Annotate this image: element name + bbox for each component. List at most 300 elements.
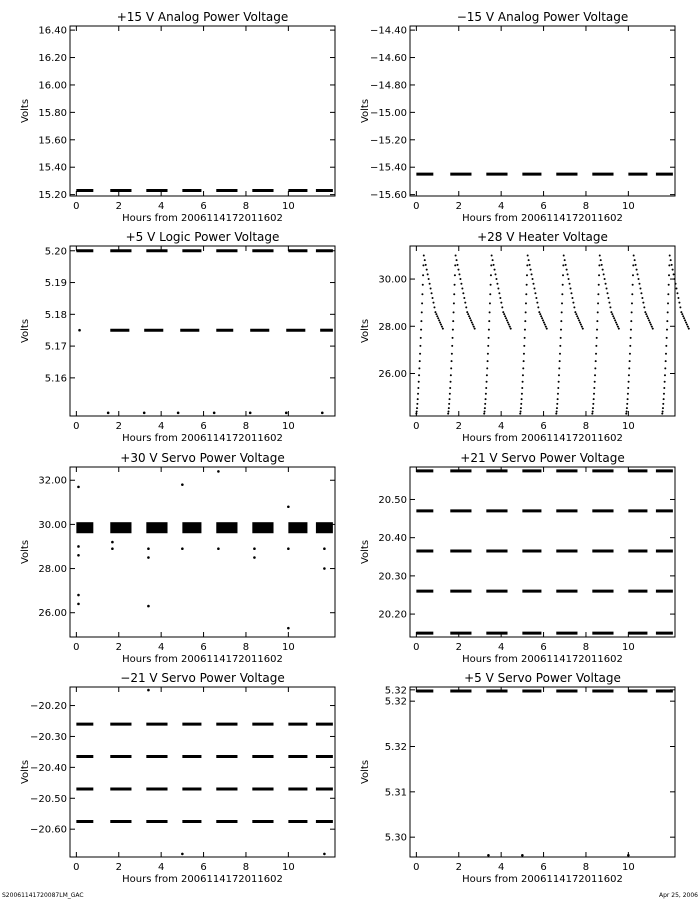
y-tick-label: 30.00 xyxy=(378,274,407,286)
y-tick-label: −15.20 xyxy=(369,135,407,147)
data-point xyxy=(592,411,594,413)
data-point xyxy=(651,326,653,328)
data-point xyxy=(677,297,679,299)
data-point xyxy=(634,259,636,261)
data-point xyxy=(626,407,628,409)
data-point xyxy=(432,302,434,304)
data-point xyxy=(591,413,593,415)
data-point xyxy=(462,292,464,294)
y-axis-label: Volts xyxy=(360,318,371,344)
data-point xyxy=(453,311,455,313)
data-point xyxy=(287,505,290,508)
y-tick-label: −14.60 xyxy=(369,53,407,65)
y-tick-label: 5.20 xyxy=(44,246,67,258)
data-point xyxy=(652,328,654,330)
data-point xyxy=(676,292,678,294)
data-point xyxy=(642,302,644,304)
data-point xyxy=(436,315,438,317)
data-point xyxy=(469,317,471,319)
data-point xyxy=(498,292,500,294)
y-tick-label: 16.20 xyxy=(38,53,67,65)
data-point xyxy=(523,345,525,347)
data-point xyxy=(249,412,252,415)
chart-panel-8 xyxy=(360,671,675,885)
x-tick-label: 2 xyxy=(455,642,462,653)
data-point xyxy=(77,554,80,557)
y-tick-label: −14.80 xyxy=(369,80,407,92)
data-point xyxy=(632,274,634,276)
footer-filename: S20061141720087LM_GAC xyxy=(2,892,84,899)
data-point xyxy=(598,274,600,276)
data-point xyxy=(525,311,527,313)
data-point xyxy=(461,288,463,290)
data-point xyxy=(490,264,492,266)
y-axis-label: Volts xyxy=(20,539,31,565)
data-point xyxy=(501,306,503,308)
data-point xyxy=(573,306,575,308)
data-point xyxy=(143,412,146,415)
data-point xyxy=(686,324,688,326)
y-tick-label: −20.30 xyxy=(29,731,67,743)
data-point xyxy=(535,297,537,299)
data-point xyxy=(576,315,578,317)
data-point xyxy=(668,274,670,276)
data-point xyxy=(421,302,423,304)
y-tick-label: 32.00 xyxy=(38,475,67,487)
data-point xyxy=(562,264,564,266)
data-point xyxy=(523,353,525,355)
data-point xyxy=(452,320,454,322)
data-point xyxy=(323,567,326,570)
data-point xyxy=(460,283,462,285)
data-point xyxy=(440,324,442,326)
data-point xyxy=(78,329,81,332)
data-band xyxy=(146,522,167,533)
x-tick-label: 4 xyxy=(497,201,505,212)
data-point xyxy=(449,387,451,389)
data-point xyxy=(560,320,562,322)
data-point xyxy=(419,345,421,347)
y-tick-label: 5.16 xyxy=(44,373,67,385)
chart-title: +5 V Logic Power Voltage xyxy=(125,230,280,244)
x-tick-label: 8 xyxy=(582,642,590,653)
data-point xyxy=(77,603,80,606)
x-tick-label: 4 xyxy=(157,421,165,432)
data-point xyxy=(667,311,669,313)
data-point xyxy=(538,311,540,313)
chart-panel-5 xyxy=(20,451,335,665)
data-point xyxy=(439,321,441,323)
data-point xyxy=(465,306,467,308)
x-tick-label: 4 xyxy=(497,421,505,432)
x-tick-label: 0 xyxy=(413,862,420,873)
data-point xyxy=(111,547,114,550)
data-point xyxy=(487,353,489,355)
data-point xyxy=(632,264,634,266)
data-point xyxy=(457,269,459,271)
data-point xyxy=(663,387,665,389)
data-point xyxy=(678,302,680,304)
chart-panel-7 xyxy=(20,671,335,885)
data-point xyxy=(609,306,611,308)
x-tick-label: 8 xyxy=(582,201,590,212)
x-tick-label: 8 xyxy=(242,862,250,873)
data-point xyxy=(416,407,418,409)
data-point xyxy=(559,360,561,362)
data-point xyxy=(545,326,547,328)
chart-title: +28 V Heater Voltage xyxy=(477,230,608,244)
data-point xyxy=(77,545,80,548)
data-point xyxy=(420,337,422,339)
data-point xyxy=(473,326,475,328)
data-point xyxy=(451,353,453,355)
data-point xyxy=(525,302,527,304)
data-point xyxy=(181,853,184,856)
data-point xyxy=(542,319,544,321)
data-point xyxy=(561,302,563,304)
data-point xyxy=(571,297,573,299)
x-tick-label: 6 xyxy=(200,421,207,432)
y-tick-label: 5.32 xyxy=(384,685,407,697)
data-point xyxy=(521,387,523,389)
data-point xyxy=(437,317,439,319)
data-point xyxy=(448,403,450,405)
data-point xyxy=(431,292,433,294)
data-point xyxy=(487,345,489,347)
data-point xyxy=(181,483,184,486)
data-point xyxy=(557,387,559,389)
data-point xyxy=(485,387,487,389)
data-point xyxy=(434,311,436,313)
data-point xyxy=(452,329,454,331)
data-point xyxy=(556,403,558,405)
data-point xyxy=(546,328,548,330)
data-point xyxy=(524,320,526,322)
data-point xyxy=(687,326,689,328)
data-point xyxy=(607,292,609,294)
data-point xyxy=(638,278,640,280)
x-axis-label: Hours from 2006114172011602 xyxy=(122,213,283,224)
data-point xyxy=(606,288,608,290)
data-point xyxy=(593,398,595,400)
data-point xyxy=(427,273,429,275)
x-tick-label: 6 xyxy=(540,642,547,653)
data-point xyxy=(666,337,668,339)
data-point xyxy=(608,302,610,304)
data-point xyxy=(582,328,584,330)
data-point xyxy=(568,278,570,280)
data-point xyxy=(177,412,180,415)
data-point xyxy=(669,254,671,256)
data-point xyxy=(630,329,632,331)
data-point xyxy=(646,315,648,317)
data-point xyxy=(508,324,510,326)
data-point xyxy=(521,393,523,395)
data-point xyxy=(663,393,665,395)
y-tick-label: 15.40 xyxy=(38,162,67,174)
data-point xyxy=(627,398,629,400)
y-axis-label: Volts xyxy=(20,759,31,785)
data-point xyxy=(450,381,452,383)
y-tick-label: 16.00 xyxy=(38,80,67,92)
data-point xyxy=(628,381,630,383)
data-point xyxy=(534,292,536,294)
data-point xyxy=(595,345,597,347)
data-point xyxy=(639,288,641,290)
data-point xyxy=(662,403,664,405)
x-tick-label: 4 xyxy=(157,201,165,212)
data-point xyxy=(562,284,564,286)
y-tick-label: 15.80 xyxy=(38,107,67,119)
data-point xyxy=(457,264,459,266)
data-point xyxy=(560,329,562,331)
data-point xyxy=(629,345,631,347)
data-point xyxy=(688,328,690,330)
x-tick-label: 2 xyxy=(115,642,122,653)
x-tick-label: 0 xyxy=(413,201,420,212)
data-point xyxy=(596,329,598,331)
data-point xyxy=(644,311,646,313)
data-point xyxy=(181,547,184,550)
data-point xyxy=(594,374,596,376)
data-point xyxy=(463,297,465,299)
y-tick-label: 26.00 xyxy=(378,369,407,380)
data-band xyxy=(316,522,333,533)
data-point xyxy=(666,320,668,322)
data-point xyxy=(432,297,434,299)
footer-date: Apr 25, 2006 xyxy=(658,892,698,899)
chart-panel-1 xyxy=(20,10,335,224)
data-point xyxy=(287,547,290,550)
data-point xyxy=(450,374,452,376)
data-point xyxy=(520,407,522,409)
data-point xyxy=(464,302,466,304)
y-tick-label: 16.40 xyxy=(38,25,67,37)
data-point xyxy=(543,321,545,323)
y-axis-label: Volts xyxy=(20,318,31,344)
data-point xyxy=(484,403,486,405)
data-point xyxy=(558,374,560,376)
data-point xyxy=(507,321,509,323)
data-point xyxy=(452,337,454,339)
data-point xyxy=(495,273,497,275)
data-point xyxy=(626,411,628,413)
data-point xyxy=(561,311,563,313)
data-point xyxy=(489,293,491,295)
data-point xyxy=(613,317,615,319)
y-tick-label: −20.60 xyxy=(29,824,67,836)
data-point xyxy=(488,329,490,331)
data-point xyxy=(416,403,418,405)
x-tick-label: 8 xyxy=(242,421,250,432)
data-point xyxy=(567,273,569,275)
x-tick-label: 10 xyxy=(621,642,635,653)
data-point xyxy=(564,259,566,261)
data-point xyxy=(665,353,667,355)
data-point xyxy=(454,274,456,276)
data-point xyxy=(487,360,489,362)
data-point xyxy=(506,319,508,321)
data-point xyxy=(662,407,664,409)
data-point xyxy=(635,264,637,266)
data-point xyxy=(418,367,420,369)
data-point xyxy=(667,293,669,295)
data-point xyxy=(253,556,256,559)
y-tick-label: 5.32 xyxy=(384,742,407,753)
data-point xyxy=(424,259,426,261)
data-point xyxy=(572,302,574,304)
y-tick-label: 5.19 xyxy=(44,278,67,290)
data-point xyxy=(627,387,629,389)
data-point xyxy=(447,411,449,413)
data-point xyxy=(533,288,535,290)
data-point xyxy=(611,313,613,315)
data-point xyxy=(665,345,667,347)
data-point xyxy=(217,470,220,473)
x-tick-label: 8 xyxy=(242,642,250,653)
data-point xyxy=(674,278,676,280)
data-point xyxy=(454,264,456,266)
data-point xyxy=(578,319,580,321)
data-point xyxy=(467,313,469,315)
y-tick-label: 5.32 xyxy=(384,696,407,708)
data-point xyxy=(524,329,526,331)
data-band xyxy=(252,522,273,533)
y-axis-label: Volts xyxy=(360,759,371,785)
data-point xyxy=(673,273,675,275)
data-point xyxy=(526,274,528,276)
plot-frame xyxy=(410,26,675,196)
data-point xyxy=(570,288,572,290)
data-point xyxy=(521,854,524,857)
data-point xyxy=(418,374,420,376)
y-tick-label: 28.00 xyxy=(38,564,67,576)
data-point xyxy=(419,353,421,355)
data-point xyxy=(557,398,559,400)
data-point xyxy=(491,254,493,256)
data-point xyxy=(504,315,506,317)
plot-frame xyxy=(70,687,335,857)
data-point xyxy=(648,319,650,321)
data-point xyxy=(449,398,451,400)
data-point xyxy=(631,302,633,304)
data-point xyxy=(563,254,565,256)
data-point xyxy=(430,288,432,290)
data-point xyxy=(489,311,491,313)
data-point xyxy=(500,302,502,304)
data-point xyxy=(629,353,631,355)
data-point xyxy=(470,319,472,321)
data-point xyxy=(664,367,666,369)
x-tick-label: 8 xyxy=(582,862,590,873)
x-tick-label: 2 xyxy=(455,421,462,432)
data-point xyxy=(488,337,490,339)
data-point xyxy=(492,259,494,261)
data-point xyxy=(565,264,567,266)
data-point xyxy=(665,360,667,362)
data-point xyxy=(577,317,579,319)
data-point xyxy=(417,393,419,395)
data-point xyxy=(417,387,419,389)
data-point xyxy=(488,320,490,322)
data-point xyxy=(520,403,522,405)
plot-frame xyxy=(70,26,335,196)
x-tick-label: 10 xyxy=(281,201,295,212)
data-point xyxy=(617,326,619,328)
data-point xyxy=(486,374,488,376)
y-tick-label: 5.18 xyxy=(44,309,67,321)
data-point xyxy=(420,320,422,322)
data-point xyxy=(685,321,687,323)
y-tick-label: 5.17 xyxy=(44,341,67,353)
data-point xyxy=(503,313,505,315)
y-tick-label: 30.00 xyxy=(38,519,67,531)
data-point xyxy=(593,387,595,389)
data-point xyxy=(650,324,652,326)
data-point xyxy=(661,413,663,415)
data-point xyxy=(466,311,468,313)
data-point xyxy=(672,269,674,271)
data-point xyxy=(581,326,583,328)
data-point xyxy=(602,269,604,271)
data-point xyxy=(147,689,150,692)
y-tick-label: 15.20 xyxy=(38,190,67,202)
data-point xyxy=(420,329,422,331)
data-point xyxy=(663,398,665,400)
data-point xyxy=(569,283,571,285)
data-point xyxy=(520,411,522,413)
data-point xyxy=(562,274,564,276)
x-axis-label: Hours from 2006114172011602 xyxy=(462,433,623,444)
y-tick-label: 20.30 xyxy=(378,571,407,583)
x-tick-label: 2 xyxy=(455,201,462,212)
data-point xyxy=(684,319,686,321)
data-point xyxy=(451,360,453,362)
data-point xyxy=(630,337,632,339)
data-point xyxy=(625,413,627,415)
x-tick-label: 4 xyxy=(157,642,165,653)
data-point xyxy=(490,274,492,276)
data-point xyxy=(453,302,455,304)
y-tick-label: 20.20 xyxy=(378,609,407,621)
data-point xyxy=(77,594,80,597)
chart-panel-2 xyxy=(360,10,675,224)
x-tick-label: 6 xyxy=(540,201,547,212)
data-point xyxy=(640,292,642,294)
data-point xyxy=(597,302,599,304)
x-tick-label: 10 xyxy=(621,421,635,432)
data-point xyxy=(441,326,443,328)
data-point xyxy=(647,317,649,319)
data-point xyxy=(418,381,420,383)
data-point xyxy=(525,293,527,295)
data-point xyxy=(671,264,673,266)
data-point xyxy=(594,367,596,369)
data-point xyxy=(421,293,423,295)
data-point xyxy=(579,321,581,323)
data-point xyxy=(487,854,490,857)
data-point xyxy=(630,320,632,322)
data-point xyxy=(468,315,470,317)
data-point xyxy=(77,486,80,489)
plot-frame xyxy=(70,467,335,637)
data-point xyxy=(683,317,685,319)
data-point xyxy=(499,297,501,299)
data-band xyxy=(76,522,93,533)
x-tick-label: 2 xyxy=(115,862,122,873)
data-point xyxy=(681,313,683,315)
data-point xyxy=(213,412,216,415)
